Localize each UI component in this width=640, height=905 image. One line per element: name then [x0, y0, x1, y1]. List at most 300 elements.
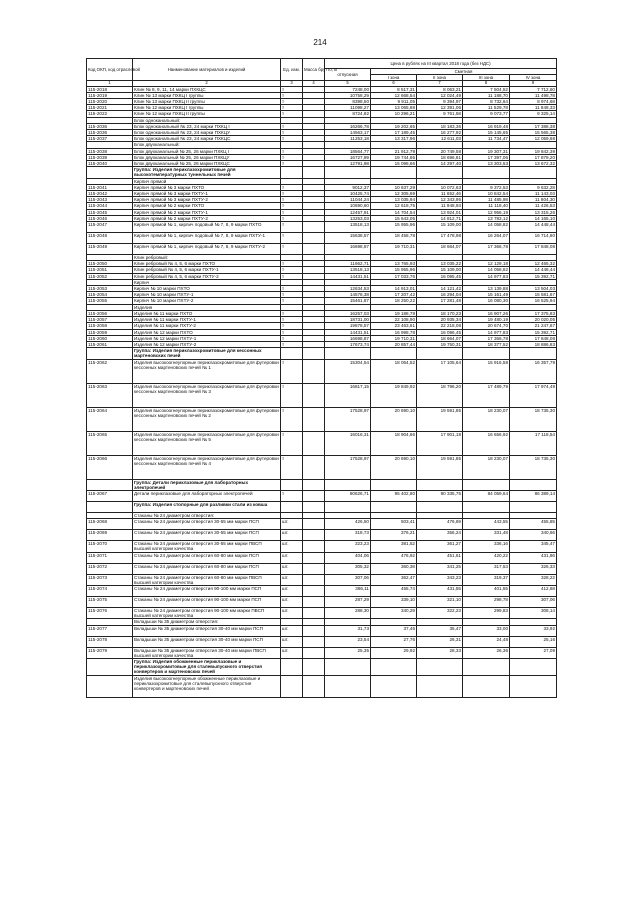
cell-p3: 16 656,92: [463, 431, 510, 455]
cell-p3: 10 842,54: [463, 191, 510, 197]
cell-name: Кирпич прямой № 2 марки ПХТО: [133, 203, 281, 209]
cell-p4: [510, 501, 557, 512]
table-row: [87, 596, 557, 607]
cell-p1: 12 618,75: [371, 203, 417, 209]
cell-name: Стаканы № 24 диаметром отверстия 30-55 мм марки ПСП: [133, 519, 281, 530]
cell-p0: 305,32: [325, 563, 371, 574]
cell-code: 115-2047: [87, 222, 133, 233]
cell-unit: т: [281, 383, 303, 407]
cell-mass: [303, 455, 325, 479]
cell-p3: 11 485,98: [463, 197, 510, 203]
cell-code: [87, 501, 133, 512]
cell-p2: 9 761,58: [417, 111, 463, 117]
cell-unit: шт.: [281, 530, 303, 541]
col-index: 2: [133, 81, 281, 87]
cell-p4: 412,68: [510, 585, 557, 596]
cell-name: Кирпич прямой № 3 марки ПХТУ-2: [133, 197, 281, 203]
cell-code: 115-2052: [87, 273, 133, 279]
cell-p1: 10 637,29: [371, 184, 417, 190]
cell-p0: 8398,50: [325, 99, 371, 105]
cell-p0: 19878,57: [325, 323, 371, 329]
cell-p0: 18564,77: [325, 148, 371, 154]
cell-name: Клин № 13 марки ПХКЦ I группы: [133, 92, 281, 98]
cell-name: Клин № 13 марки ПХКЦ II группы: [133, 99, 281, 105]
cell-p2: 20 749,58: [417, 148, 463, 154]
cell-p1: 18 064,52: [371, 359, 417, 383]
cell-name: Изделия высокоогнеупорные периклазохромитовые для футеровки кессонных мартеновских печей № 1: [133, 359, 281, 383]
cell-code: 115-2079: [87, 647, 133, 658]
table-row: [87, 519, 557, 530]
cell-p2: [417, 658, 463, 675]
cell-p1: [371, 501, 417, 512]
cell-p1: 14 704,54: [371, 209, 417, 215]
cell-code: 115-2056: [87, 310, 133, 316]
cell-p3: [463, 501, 510, 512]
cell-p4: 17 879,20: [510, 154, 557, 160]
cell-unit: т: [281, 209, 303, 215]
cell-name: Вкладыши № 35 диаметром отверстия 30-40 мм марки ПСП: [133, 625, 281, 636]
cell-p4: 18 735,30: [510, 407, 557, 431]
cell-p4: 15 565,38: [510, 130, 557, 136]
cell-p3: 317,53: [463, 563, 510, 574]
cell-name: Вкладыши № 35 диаметром отверстия 30-40 мм марки ПСП: [133, 636, 281, 647]
col-zone1: I зона: [371, 75, 417, 81]
group-header-row: [87, 501, 557, 512]
cell-name: Стаканы № 24 диаметром отверстия 90-100 мм марки ПВСП высшей категории качества: [133, 607, 281, 618]
col-index: 6: [371, 81, 417, 87]
cell-name: Кирпич: [133, 279, 281, 285]
cell-p1: 12 668,54: [371, 92, 417, 98]
cell-unit: шт.: [281, 519, 303, 530]
cell-code: 115-2039: [87, 154, 133, 160]
cell-mass: [303, 490, 325, 501]
cell-p0: 31,73: [325, 625, 371, 636]
cell-p0: 9012,37: [325, 184, 371, 190]
cell-p1: 19 710,31: [371, 335, 417, 341]
cell-code: 115-2018: [87, 86, 133, 92]
cell-p1: 20 857,44: [371, 341, 417, 347]
cell-p3: 11 734,47: [463, 136, 510, 142]
cell-mass: [303, 431, 325, 455]
cell-name: Кирпич прямой № 1, кирпич подовый № 7, 8, 9 марки ПХТО: [133, 222, 281, 233]
cell-p2: 17 901,18: [417, 431, 463, 455]
cell-p1: 476,92: [371, 552, 417, 563]
cell-name: Изделия высокоогнеупорные периклазохромитовые для футеровки кессонных мартеновских печей № 2: [133, 407, 281, 431]
cell-unit: т: [281, 92, 303, 98]
cell-mass: [303, 596, 325, 607]
cell-p4: 17 388,38: [510, 123, 557, 129]
cell-unit: шт.: [281, 625, 303, 636]
cell-name: Клин № 12 марки ПХКЦ II группы: [133, 111, 281, 117]
cell-p2: 18 664,07: [417, 335, 463, 341]
cell-p0: 10690,60: [325, 203, 371, 209]
cell-p2: 8 063,21: [417, 86, 463, 92]
cell-p1: 340,29: [371, 607, 417, 618]
cell-p1: 13 317,96: [371, 136, 417, 142]
cell-code: 115-2040: [87, 161, 133, 167]
cell-code: [87, 167, 133, 178]
cell-p0: 318,73: [325, 530, 371, 541]
cell-unit: т: [281, 359, 303, 383]
cell-unit: шт.: [281, 574, 303, 585]
cell-p2: 321,10: [417, 596, 463, 607]
cell-code: 115-2061: [87, 341, 133, 347]
cell-p1: 15 098,66: [371, 161, 417, 167]
cell-p4: 13 672,32: [510, 161, 557, 167]
cell-p3: 18 230,07: [463, 407, 510, 431]
cell-code: 115-2057: [87, 317, 133, 323]
cell-p1: 19 202,65: [371, 123, 417, 129]
cell-unit: т: [281, 273, 303, 279]
cell-name: Стаканы № 24 диаметром отверстия:: [133, 512, 281, 518]
cell-p3: 84 059,64: [463, 490, 510, 501]
cell-p3: 15 145,65: [463, 130, 510, 136]
cell-p1: 19 849,92: [371, 383, 417, 407]
cell-p0: 12634,53: [325, 286, 371, 292]
cell-p1: 376,21: [371, 530, 417, 541]
cell-p1: 17 189,45: [371, 130, 417, 136]
cell-p3: 17 397,06: [463, 154, 510, 160]
cell-p0: 11253,18: [325, 136, 371, 142]
cell-p4: 12 465,32: [510, 261, 557, 267]
cell-p3: 14 058,82: [463, 267, 510, 273]
cell-code: 115-2064: [87, 407, 133, 431]
cell-p3: 336,16: [463, 541, 510, 552]
cell-name: Стаканы № 24 диаметром отверстия 60-80 мм марки ПВСП высшей категории качества: [133, 574, 281, 585]
table-row: [87, 585, 557, 596]
cell-unit: т: [281, 317, 303, 323]
cell-name: Клин ребровый:: [133, 255, 281, 261]
cell-p4: 86 389,14: [510, 490, 557, 501]
cell-unit: т: [281, 341, 303, 347]
cell-p0: 17528,97: [325, 407, 371, 431]
cell-p4: 18 886,83: [510, 341, 557, 347]
cell-p3: 14 058,82: [463, 222, 510, 233]
cell-code: 115-2036: [87, 130, 133, 136]
cell-p4: 455,85: [510, 519, 557, 530]
cell-name: Блок двухканальный:: [133, 142, 281, 148]
cell-mass: [303, 359, 325, 383]
cell-unit: т: [281, 335, 303, 341]
cell-p2: 17 281,48: [417, 298, 463, 304]
cell-p0: 14431,51: [325, 329, 371, 335]
cell-unit: шт.: [281, 647, 303, 658]
table-row: [87, 552, 557, 563]
cell-p3: 33,00: [463, 625, 510, 636]
cell-name: Изделия № 12 марки ПХТУ-1: [133, 335, 281, 341]
cell-mass: [303, 675, 325, 697]
cell-code: 115-2043: [87, 197, 133, 203]
cell-code: 115-2078: [87, 636, 133, 647]
cell-p2: 9 394,97: [417, 99, 463, 105]
cell-code: 115-2036: [87, 123, 133, 129]
table-row: [87, 607, 557, 618]
cell-code: 115-2077: [87, 625, 133, 636]
cell-code: 115-2066: [87, 455, 133, 479]
table-row: [87, 636, 557, 647]
cell-name: Кирпич прямой № 2 марки ПХТУ-2: [133, 215, 281, 221]
cell-p4: 12 059,68: [510, 136, 557, 142]
cell-p0: 307,06: [325, 574, 371, 585]
cell-p2: 15 109,00: [417, 267, 463, 273]
cell-mass: [303, 552, 325, 563]
cell-name: Стаканы № 24 диаметром отверстия 90-100 мм марки ПСП: [133, 585, 281, 596]
cell-code: 115-2041: [87, 184, 133, 190]
cell-p4: 18 735,30: [510, 455, 557, 479]
cell-p3: 13 303,53: [463, 161, 510, 167]
col-zone3: III зона: [463, 75, 510, 81]
cell-name: Изделия высокоогнеупорные периклазохромитовые для футеровки кессонных мартеновских печей № 5: [133, 431, 281, 455]
cell-unit: т: [281, 99, 303, 105]
cell-p0: 404,06: [325, 552, 371, 563]
cell-p1: [371, 348, 417, 359]
cell-p2: 26,31: [417, 636, 463, 647]
cell-p3: 16 080,30: [463, 298, 510, 304]
cell-p1: 20 690,10: [371, 455, 417, 479]
cell-p1: 29,92: [371, 647, 417, 658]
cell-unit: т: [281, 490, 303, 501]
cell-p2: 18 696,81: [417, 154, 463, 160]
col-index: 8: [463, 81, 510, 87]
cell-p3: 401,55: [463, 585, 510, 596]
cell-p0: 13518,13: [325, 222, 371, 233]
cell-p2: 19 591,85: [417, 455, 463, 479]
cell-p3: [463, 167, 510, 178]
cell-code: 115-2071: [87, 552, 133, 563]
cell-code: [87, 348, 133, 359]
cell-p4: 20 020,05: [510, 317, 557, 323]
cell-unit: т: [281, 86, 303, 92]
cell-name: Кирпич № 10 марки ПХТУ-1: [133, 292, 281, 298]
cell-name: Блок двухканальный № 25, 26 марки ПХКЦС: [133, 161, 281, 167]
cell-p2: 16 096,45: [417, 329, 463, 335]
cell-name: Кирпич прямой № 1, кирпич подовый № 7, 8, 9 марки ПХТУ-2: [133, 244, 281, 255]
cell-p1: 13 765,93: [371, 261, 417, 267]
cell-code: 115-2046: [87, 215, 133, 221]
cell-p4: 17 118,54: [510, 431, 557, 455]
cell-p4: 14 448,44: [510, 222, 557, 233]
cell-unit: т: [281, 197, 303, 203]
cell-p3: 15 161,49: [463, 292, 510, 298]
group-header-row: [87, 479, 557, 490]
cell-name: Стаканы № 24 диаметром отверстия 30-55 мм марки ПВСП высшей категории качества: [133, 541, 281, 552]
cell-p4: 11 498,78: [510, 92, 557, 98]
col-index: 4: [303, 81, 325, 87]
cell-mass: [303, 519, 325, 530]
group-header-row: [87, 167, 557, 178]
cell-name: Клин ребровый № 4, 5, 6 марки ПХТУ-2: [133, 273, 281, 279]
cell-p3: 13 783,12: [463, 215, 510, 221]
cell-code: 115-2042: [87, 191, 133, 197]
col-code: Код ОКП, код отраслевой: [87, 59, 133, 81]
cell-p3: 16 264,07: [463, 233, 510, 244]
cell-name: Изделия высокоогнеупорные обожженные периклазовые и периклазохромитовые для сталевыпускного отверстия конвертеров и мартеновских печей: [133, 675, 281, 697]
cell-p1: 503,41: [371, 519, 417, 530]
cell-p0: 10758,29: [325, 92, 371, 98]
cell-name: Кирпич прямой: [133, 178, 281, 184]
cell-mass: [303, 563, 325, 574]
cell-p1: 16 998,78: [371, 329, 417, 335]
table-row: [87, 541, 557, 552]
cell-unit: т: [281, 130, 303, 136]
table-row: [87, 359, 557, 383]
cell-name: Группа: Детали периклазовые для лабораторных электропечей: [133, 479, 281, 490]
cell-unit: шт.: [281, 636, 303, 647]
cell-name: Блок двухканальный № 25, 26 марки ПХКЦУ: [133, 154, 281, 160]
cell-p2: 12 343,95: [417, 197, 463, 203]
cell-name: Изделия № 11 марки ПХТУ-2: [133, 323, 281, 329]
cell-p3: 13 139,88: [463, 286, 510, 292]
cell-p0: [325, 675, 371, 697]
cell-unit: т: [281, 154, 303, 160]
cell-p1: 12 305,69: [371, 191, 417, 197]
cell-p2: [417, 479, 463, 490]
cell-name: Клин ребровый № 4, 5, 6 марки ПХТУ-1: [133, 267, 281, 273]
cell-p4: 340,66: [510, 530, 557, 541]
cell-p2: 18 183,36: [417, 123, 463, 129]
cell-p0: 16016,31: [325, 431, 371, 455]
cell-p0: 12791,98: [325, 161, 371, 167]
cell-name: Вкладыши № 35 диаметром отверстия 30-40 мм марки ПВСП высшей категории качества: [133, 647, 281, 658]
cell-mass: [303, 244, 325, 255]
cell-p0: 17673,74: [325, 341, 371, 347]
cell-unit: шт.: [281, 552, 303, 563]
cell-mass: [303, 658, 325, 675]
cell-p2: [417, 167, 463, 178]
cell-p3: 11 118,40: [463, 203, 510, 209]
cell-p4: 21 247,67: [510, 323, 557, 329]
cell-unit: т: [281, 323, 303, 329]
cell-unit: шт.: [281, 607, 303, 618]
cell-p2: 11 948,93: [417, 203, 463, 209]
table-row: [87, 383, 557, 407]
col-unit: Ед. изм.: [281, 59, 303, 81]
cell-p0: [325, 658, 371, 675]
cell-p4: 15 392,71: [510, 273, 557, 279]
cell-unit: т: [281, 111, 303, 117]
cell-p1: 37,46: [371, 625, 417, 636]
cell-p0: 323,23: [325, 541, 371, 552]
cell-name: Блок одноканальный:: [133, 117, 281, 123]
cell-p2: 13 924,01: [417, 209, 463, 215]
cell-unit: т: [281, 261, 303, 267]
cell-mass: [303, 625, 325, 636]
cell-mass: [303, 222, 325, 233]
cell-p0: 15461,87: [325, 298, 371, 304]
cell-p1: 23 463,61: [371, 323, 417, 329]
cell-name: Стаканы № 24 диаметром отверстия 90-100 мм марки ПСП: [133, 596, 281, 607]
cell-code: 115-2076: [87, 607, 133, 618]
cell-p0: 386,11: [325, 585, 371, 596]
cell-p1: 21 912,79: [371, 148, 417, 154]
cell-name: Блок одноканальный № 23, 24 марки ПХКЦУ: [133, 130, 281, 136]
cell-code: 115-2020: [87, 99, 133, 105]
cell-name: Клин ребровый № 4, 5, 6 марки ПХТО: [133, 261, 281, 267]
cell-p1: [371, 479, 417, 490]
cell-p3: 9 073,77: [463, 111, 510, 117]
cell-p1: 19 744,65: [371, 154, 417, 160]
cell-p4: 431,86: [510, 552, 557, 563]
cell-unit: т: [281, 191, 303, 197]
cell-code: 115-2045: [87, 209, 133, 215]
cell-p3: 14 977,83: [463, 273, 510, 279]
cell-p0: 288,30: [325, 607, 371, 618]
cell-code: 115-2051: [87, 267, 133, 273]
cell-p0: 287,29: [325, 596, 371, 607]
cell-name: Клин № 12 марки ПХКЦ I группы: [133, 105, 281, 111]
cell-unit: т: [281, 123, 303, 129]
cell-code: 115-2075: [87, 596, 133, 607]
cell-unit: т: [281, 431, 303, 455]
cell-code: 115-2068: [87, 519, 133, 530]
cell-p2: 10 072,63: [417, 184, 463, 190]
cell-p0: 14431,51: [325, 273, 371, 279]
cell-mass: [303, 636, 325, 647]
cell-name: Кирпич прямой № 2 марки ПХТУ-1: [133, 209, 281, 215]
cell-p2: 14 812,71: [417, 215, 463, 221]
cell-p3: 12 129,18: [463, 261, 510, 267]
table-row: [87, 625, 557, 636]
cell-p2: 14 297,40: [417, 161, 463, 167]
table-row: [87, 244, 557, 255]
cell-p4: 11 143,03: [510, 191, 557, 197]
cell-p3: 24,48: [463, 636, 510, 647]
cell-p0: 16727,99: [325, 154, 371, 160]
cell-unit: т: [281, 244, 303, 255]
cell-unit: т: [281, 267, 303, 273]
cell-mass: [303, 501, 325, 512]
col-index: 3: [281, 81, 303, 87]
cell-p3: 26,36: [463, 647, 510, 658]
cell-code: 115-2074: [87, 585, 133, 596]
cell-p0: 13253,03: [325, 215, 371, 221]
cell-p0: 15304,54: [325, 359, 371, 383]
cell-p4: [510, 675, 557, 697]
cell-p3: 7 504,52: [463, 86, 510, 92]
cell-p3: 15 916,58: [463, 359, 510, 383]
cell-p4: 25,16: [510, 636, 557, 647]
cell-p3: 20 674,70: [463, 323, 510, 329]
page-number: 214: [313, 38, 327, 47]
table-header: [87, 59, 557, 87]
cell-code: 115-2062: [87, 359, 133, 383]
cell-mass: [303, 607, 325, 618]
cell-p1: 14 913,01: [371, 286, 417, 292]
cell-p1: 339,10: [371, 596, 417, 607]
cell-name: Стаканы № 24 диаметром отверстия 30-55 мм марки ПСП: [133, 530, 281, 541]
cell-p2: 19 591,85: [417, 407, 463, 431]
cell-p4: [510, 167, 557, 178]
cell-p4: 9 325,14: [510, 111, 557, 117]
cell-p2: 476,69: [417, 519, 463, 530]
cell-name: Изделия № 11 марки ПХТО: [133, 310, 281, 316]
cell-p1: 13 035,94: [371, 197, 417, 203]
col-index: 5: [325, 81, 371, 87]
cell-p2: 12 391,06: [417, 105, 463, 111]
cell-p2: 322,23: [417, 607, 463, 618]
cell-code: 115-2065: [87, 431, 133, 455]
cell-p4: 16 714,80: [510, 233, 557, 244]
cell-p2: 22 218,08: [417, 323, 463, 329]
cell-code: 115-2044: [87, 203, 133, 209]
cell-p1: 22 108,90: [371, 317, 417, 323]
cell-name: Блок одноканальный № 23, 24 марки ПХКЦ I: [133, 123, 281, 129]
cell-p2: 28,33: [417, 647, 463, 658]
cell-p0: 12457,91: [325, 209, 371, 215]
cell-p0: 23,54: [325, 636, 371, 647]
cell-code: 115-2055: [87, 298, 133, 304]
cell-p2: 20 935,34: [417, 317, 463, 323]
